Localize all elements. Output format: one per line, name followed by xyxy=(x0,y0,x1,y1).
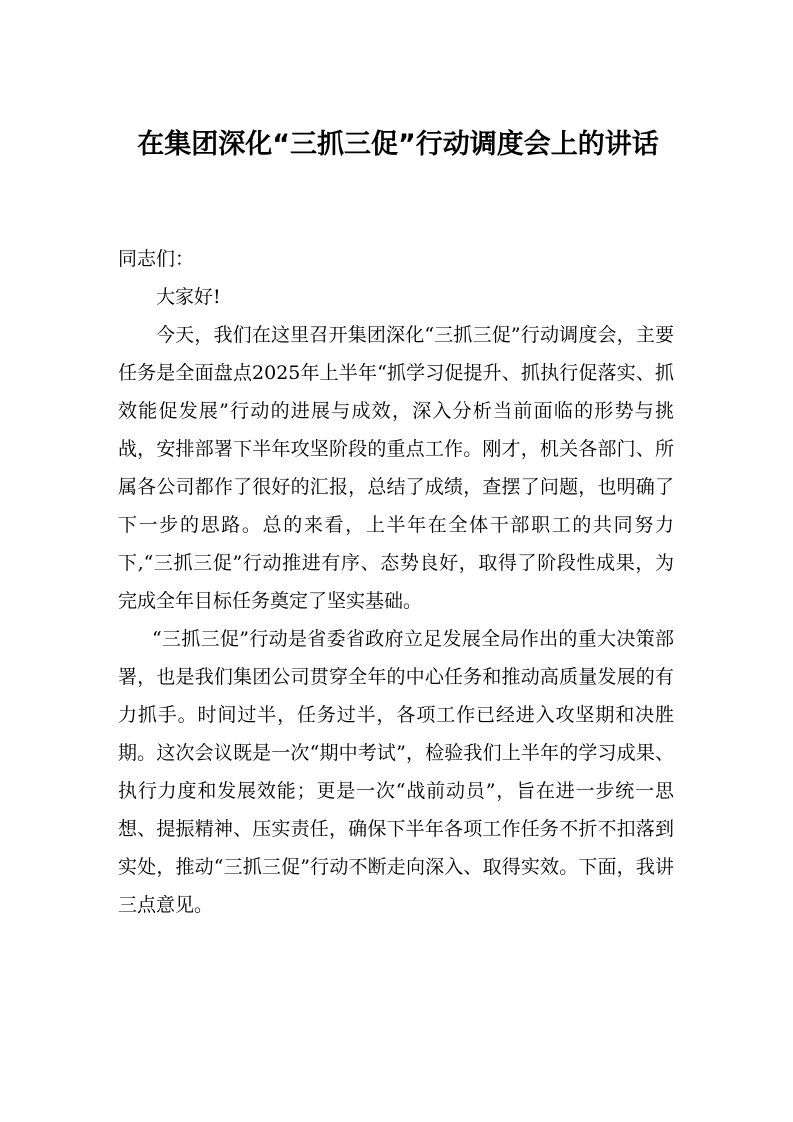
paragraph-1: 今天，我们在这里召开集团深化“三抓三促”行动调度会，主要任务是全面盘点2025年上半年“抓学习促提升、抓执行促落实、抓效能促发展”行动的进展与成效，深入分析当前面临的形势与挑战，安排部署下半年攻坚阶段的重点工作。刚才，机关各部门、所属各公司都作了很好的汇报，总结了成绩，查摆了问题，也明确了下一步的思路。总的来看，上半年在全体干部职工的共同努力下,“三抓三促”行动推进有序、态势良好，取得了阶段性成果，为完成全年目标任务奠定了坚实基础。 xyxy=(118,324,674,612)
document-body xyxy=(118,240,674,924)
document-title: 在集团深化“三抓三促”行动调度会上的讲话 xyxy=(137,129,659,160)
greeting: 大家好! xyxy=(156,286,221,308)
salutation: 同志们： xyxy=(118,248,195,270)
paragraph-2: “三抓三促”行动是省委省政府立足发展全局作出的重大决策部署，也是我们集团公司贯穿全年的中心任务和推动高质量发展的有力抓手。时间过半，任务过半，各项工作已经进入攻坚期和决胜期。这次会议既是一次“期中考试”，检验我们上半年的学习成果、执行力度和发展效能；更是一次“战前动员”，旨在进一步统一思想、提振精神、压实责任，确保下半年各项工作任务不折不扣落到实处，推动“三抓三促”行动不断走向深入、取得实效。下面，我讲三点意见。 xyxy=(118,628,674,916)
